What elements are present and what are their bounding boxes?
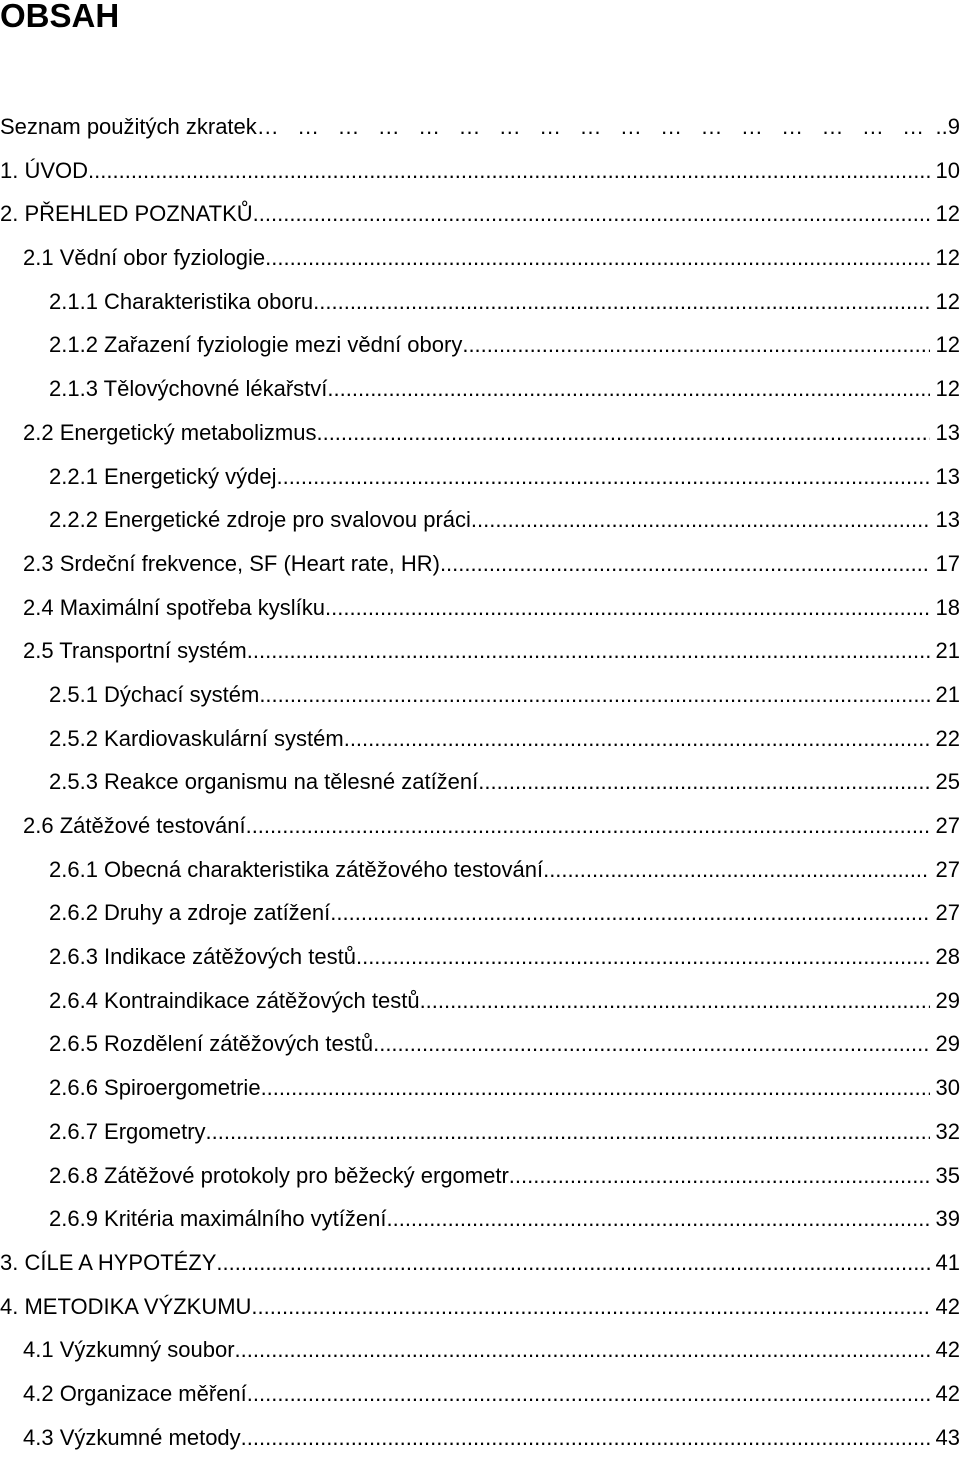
toc-page-number: 27 [935, 900, 960, 926]
toc-page-number: 42 [935, 1293, 960, 1319]
toc-entry[interactable] [0, 149, 960, 193]
toc-entry-title: 2.1.1 Charakteristika oboru [49, 288, 314, 314]
toc-entry[interactable] [0, 1285, 960, 1329]
toc-page-number: 12 [935, 288, 960, 314]
toc-page-number: 30 [935, 1075, 960, 1101]
toc-dot-leader [276, 455, 929, 499]
toc-entry[interactable] [0, 542, 960, 586]
toc-entry[interactable] [0, 760, 960, 804]
toc-page-number: 12 [935, 245, 960, 271]
toc-entry-title: 2.4 Maximální spotřeba kyslíku [23, 594, 326, 620]
toc-page-number: 22 [935, 725, 960, 751]
toc-dot-leader [325, 586, 929, 630]
toc-entry-title: 1. ÚVOD [0, 157, 89, 183]
toc-dot-leader [206, 1110, 930, 1154]
toc-entry[interactable] [0, 192, 960, 236]
toc-entry-title: 2.1.2 Zařazení fyziologie mezi vědní obory [49, 332, 463, 358]
toc-entry-title: 4. METODIKA VÝZKUMU [0, 1293, 252, 1319]
toc-entry[interactable] [0, 367, 960, 411]
toc-dot-leader [313, 280, 929, 324]
toc-page-number: 12 [935, 201, 960, 227]
page-title: OBSAH [0, 0, 120, 34]
toc-entry[interactable] [0, 673, 960, 717]
toc-page-number: 25 [935, 769, 960, 795]
toc-entry-title: 4.2 Organizace měření [23, 1380, 247, 1406]
toc-page-number: 27 [935, 813, 960, 838]
toc-entry-title: 2.5.3 Reakce organismu na tělesné zatížení [49, 769, 479, 795]
toc-entry-title: 4.1 Výzkumný soubor [23, 1337, 235, 1363]
toc-dot-leader [261, 1066, 930, 1110]
toc-page-number: 27 [935, 856, 960, 882]
toc-entry[interactable] [0, 717, 960, 761]
toc-dot-leader [235, 1328, 930, 1372]
toc-entry-title: 2.6.9 Kritéria maximálního vytížení [49, 1206, 387, 1232]
toc-entry-title: 2. PŘEHLED POZNATKŮ [0, 201, 253, 227]
toc-page-number: 12 [935, 376, 960, 402]
toc-entry[interactable] [0, 891, 960, 935]
toc-entry-title: 2.2 Energetický metabolizmus [23, 419, 317, 445]
toc-entry[interactable] [0, 105, 960, 149]
toc-page-number: 13 [935, 507, 960, 533]
toc-page-number: 13 [935, 463, 960, 489]
toc-dot-leader [259, 673, 929, 717]
toc-entry-title: 2.5 Transportní systém [23, 638, 247, 664]
toc-dot-leader [247, 1372, 930, 1416]
toc-entry[interactable] [0, 1372, 960, 1416]
toc-entry[interactable] [0, 1416, 960, 1460]
toc-entry-title: 2.3 Srdeční frekvence, SF (Heart rate, HR) [23, 550, 440, 576]
toc-entry-title: 2.6.3 Indikace zátěžových testů [49, 944, 356, 970]
toc-entry[interactable] [0, 280, 960, 324]
toc-entry[interactable] [0, 1066, 960, 1110]
toc-entry[interactable] [0, 935, 960, 979]
toc-dot-leader [543, 848, 929, 892]
toc-dot-leader [253, 192, 930, 236]
toc-entry-title: 2.6.4 Kontraindikace zátěžových testů [49, 987, 420, 1013]
toc-entry-title: 2.6.5 Rozdělení zátěžových testů [49, 1031, 374, 1057]
toc-entry-title: 4.3 Výzkumné metody [23, 1424, 241, 1450]
toc-entry[interactable] [0, 323, 960, 367]
toc-entry-title: 2.2.2 Energetické zdroje pro svalovou práci [49, 507, 471, 533]
toc-dot-leader [440, 542, 930, 586]
toc-dot-leader [356, 935, 930, 979]
toc-entry[interactable] [0, 1241, 960, 1285]
toc-dot-leader [251, 1285, 929, 1329]
toc-entry[interactable] [0, 411, 960, 455]
toc-dot-leader [316, 411, 929, 455]
toc-entry-title: 3. CÍLE A HYPOTÉZY [0, 1249, 217, 1275]
toc-page-number: 18 [935, 594, 960, 620]
table-of-contents [0, 105, 960, 1459]
toc-entry[interactable] [0, 1022, 960, 1066]
toc-entry-title: 2.6.7 Ergometry [49, 1118, 206, 1144]
toc-entry[interactable] [0, 804, 960, 848]
toc-dot-leader [462, 323, 929, 367]
toc-dot-leader [257, 105, 930, 149]
toc-dot-leader [247, 629, 930, 673]
toc-dot-leader [386, 1197, 929, 1241]
toc-entry[interactable] [0, 848, 960, 892]
toc-entry[interactable] [0, 586, 960, 630]
toc-entry-title: 2.6.6 Spiroergometrie [49, 1075, 261, 1101]
toc-page-number: 29 [935, 987, 960, 1013]
toc-dot-leader [330, 891, 929, 935]
toc-page-number: 42 [935, 1380, 960, 1406]
toc-entry[interactable] [0, 629, 960, 673]
toc-page-number: 21 [935, 681, 960, 707]
toc-dot-leader [373, 1022, 929, 1066]
toc-dot-leader [509, 1154, 930, 1198]
toc-dot-leader [344, 717, 930, 761]
toc-page-number: 21 [935, 638, 960, 664]
toc-entry[interactable] [0, 498, 960, 542]
toc-entry[interactable] [0, 1197, 960, 1241]
toc-entry[interactable] [0, 979, 960, 1023]
toc-page-number: 28 [935, 944, 960, 970]
toc-entry-title: 2.5.2 Kardiovaskulární systém [49, 725, 344, 751]
toc-dot-leader [471, 498, 930, 542]
toc-entry[interactable] [0, 1154, 960, 1198]
toc-entry-title: Seznam použitých zkratek [0, 114, 257, 139]
toc-page-number: 42 [935, 1337, 960, 1363]
toc-dot-leader [420, 979, 930, 1023]
toc-entry[interactable] [0, 1328, 960, 1372]
toc-entry[interactable] [0, 236, 960, 280]
toc-page-number: 13 [935, 419, 960, 445]
toc-dot-leader [216, 1241, 929, 1285]
toc-entry-title: 2.1.3 Tělovýchovné lékařství [49, 376, 328, 402]
toc-entry-title: 2.5.1 Dýchací systém [49, 681, 260, 707]
toc-entry[interactable] [0, 1110, 960, 1154]
toc-dot-leader [327, 367, 929, 411]
toc-entry-title: 2.6.1 Obecná charakteristika zátěžového testování [49, 856, 544, 882]
toc-dot-leader [88, 149, 929, 193]
toc-entry-title: 2.2.1 Energetický výdej [49, 463, 277, 489]
toc-page-number: 35 [935, 1162, 960, 1188]
toc-dot-leader [246, 804, 930, 848]
toc-entry-title: 2.1 Vědní obor fyziologie [23, 245, 266, 271]
toc-page-number: 41 [935, 1249, 960, 1275]
toc-page-number: 39 [935, 1206, 960, 1232]
toc-entry[interactable] [0, 455, 960, 499]
toc-page-number: ..9 [935, 114, 960, 139]
toc-page-number: 12 [935, 332, 960, 358]
toc-entry-title: 2.6.8 Zátěžové protokoly pro běžecký ergometr [49, 1162, 509, 1188]
toc-entry-title: 2.6 Zátěžové testování [23, 813, 246, 838]
toc-page-number: 29 [935, 1031, 960, 1057]
toc-page-number: 43 [935, 1424, 960, 1450]
toc-entry-title: 2.6.2 Druhy a zdroje zatížení [49, 900, 331, 926]
toc-page-number: 32 [935, 1118, 960, 1144]
toc-page-number: 17 [935, 550, 960, 576]
toc-dot-leader [241, 1416, 930, 1460]
toc-dot-leader [478, 760, 929, 804]
toc-dot-leader [265, 236, 929, 280]
toc-page-number: 10 [935, 157, 960, 183]
